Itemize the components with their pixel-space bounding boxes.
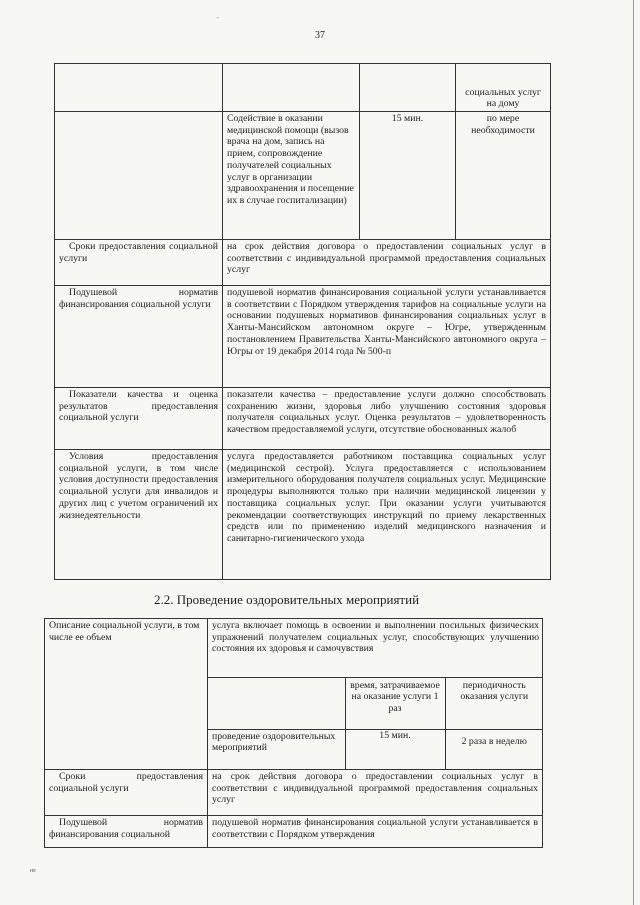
service-item-time: 15 мин. — [360, 112, 456, 240]
time-header: время, затрачиваемое на оказание услуги 1 раз — [345, 677, 445, 729]
table-row — [45, 770, 543, 816]
service-description: услуга включает помощь в освоении и выполнении посильных физических упражнений получателем социальных услуг, способствующих улучшению состояния их здоровья и самочувствия — [212, 620, 540, 655]
service-item-name: Содействие в оказании медицинской помощи (вызов врача на дом, запись на прием, сопровождение получателей социальных услуг в организации здравоохранения и посещение их в случае госпитализации) — [223, 112, 360, 240]
row-label: Условия предоставления социальной услуги, в том числе условия доступности предоставления социальной услуги для инвалидов и других лиц с учетом ограничений их жизнедеятельности — [55, 450, 223, 580]
table-row — [208, 729, 543, 769]
table-row — [55, 286, 551, 388]
service-item-period: 2 раза в неделю — [445, 729, 543, 769]
top-mark: ~ — [216, 16, 220, 22]
service-item-name: проведение оздоровительных мероприятий — [208, 729, 345, 769]
section-heading: 2.2. Проведение оздоровительных мероприятий — [154, 592, 420, 607]
row-label: Подушевой норматив финансирования социальной — [45, 816, 208, 848]
table-row — [55, 112, 551, 240]
table-row — [55, 64, 551, 112]
corner-mark: не — [30, 868, 36, 874]
table-row — [208, 677, 543, 729]
service-table — [44, 618, 543, 848]
service-table-continued — [54, 63, 551, 580]
table-cell — [360, 64, 456, 112]
table-cell — [55, 112, 223, 240]
service-item-time: 15 мин. — [345, 729, 445, 769]
page-edge-line — [633, 0, 634, 905]
nested-table — [208, 619, 543, 769]
table-row — [45, 619, 543, 770]
service-item-period: по мере необходимости — [456, 112, 551, 240]
table-cell — [223, 64, 360, 112]
row-value-block — [208, 619, 543, 770]
table-row — [55, 240, 551, 286]
row-value: показатели качества – предоставление услуги должно способствовать сохранению жизни, здоровья либо улучшению состояния здоровья получателя социальных услуг. Оценка результатов – удовлетворенность качеством предоставляемой услуги, отсутствие обоснованных жалоб — [223, 388, 551, 450]
table-row — [55, 388, 551, 450]
table-row — [45, 816, 543, 848]
row-value: услуга предоставляется работником поставщика социальных услуг (медицинской сестрой). Услуга предоставляется с использованием измерительного оборудования получателя социальных услуг. Медицинские процедуры выполняются только при наличии медицинской лицензии у поставщика социальных услуг. При оказании услуги учитываются рекомендации соответствующих инструкций по приему лекарственных средств или по применению изделий медицинского назначения и санитарно-гигиенического ухода — [223, 450, 551, 580]
row-label: Описание социальной услуги, в том числе ее объем — [45, 619, 208, 770]
table-cell — [208, 677, 345, 729]
row-label: Сроки предоставления социальной услуги — [45, 770, 208, 816]
row-value: на срок действия договора о предоставлении социальных услуг в соответствии с индивидуальной программой предоставления социальных услуг — [223, 240, 551, 286]
period-header: периодичность оказания услуги — [445, 677, 543, 729]
row-label: Показатели качества и оценка результатов предоставления социальной услуги — [55, 388, 223, 450]
page-number: 37 — [315, 30, 325, 41]
table-row — [208, 619, 543, 677]
row-label: Подушевой норматив финансирования социальной услуги — [55, 286, 223, 388]
table-row — [55, 450, 551, 580]
row-value: подушевой норматив финансирования социальной услуги устанавливается в соответствии с Порядком утверждения тарифов на социальные услуги на основании подушевых нормативов финансирования социальных услуг в Ханты-Мансийском автономном округе – Югре, утвержденным постановлением Правительства Ханты-Мансийского автономного округа – Югры от 19 декабря 2014 года № 500-п — [223, 286, 551, 388]
table-cell — [55, 64, 223, 112]
row-label: Сроки предоставления социальной услуги — [55, 240, 223, 286]
row-value: на срок действия договора о предоставлении социальных услуг в соответствии с индивидуальной программой предоставления социальных услуг — [208, 770, 543, 816]
row-value: подушевой норматив финансирования социальной услуги устанавливается в соответствии с Порядком утверждения — [208, 816, 543, 848]
table-cell: социальных услуг на дому — [456, 64, 551, 112]
